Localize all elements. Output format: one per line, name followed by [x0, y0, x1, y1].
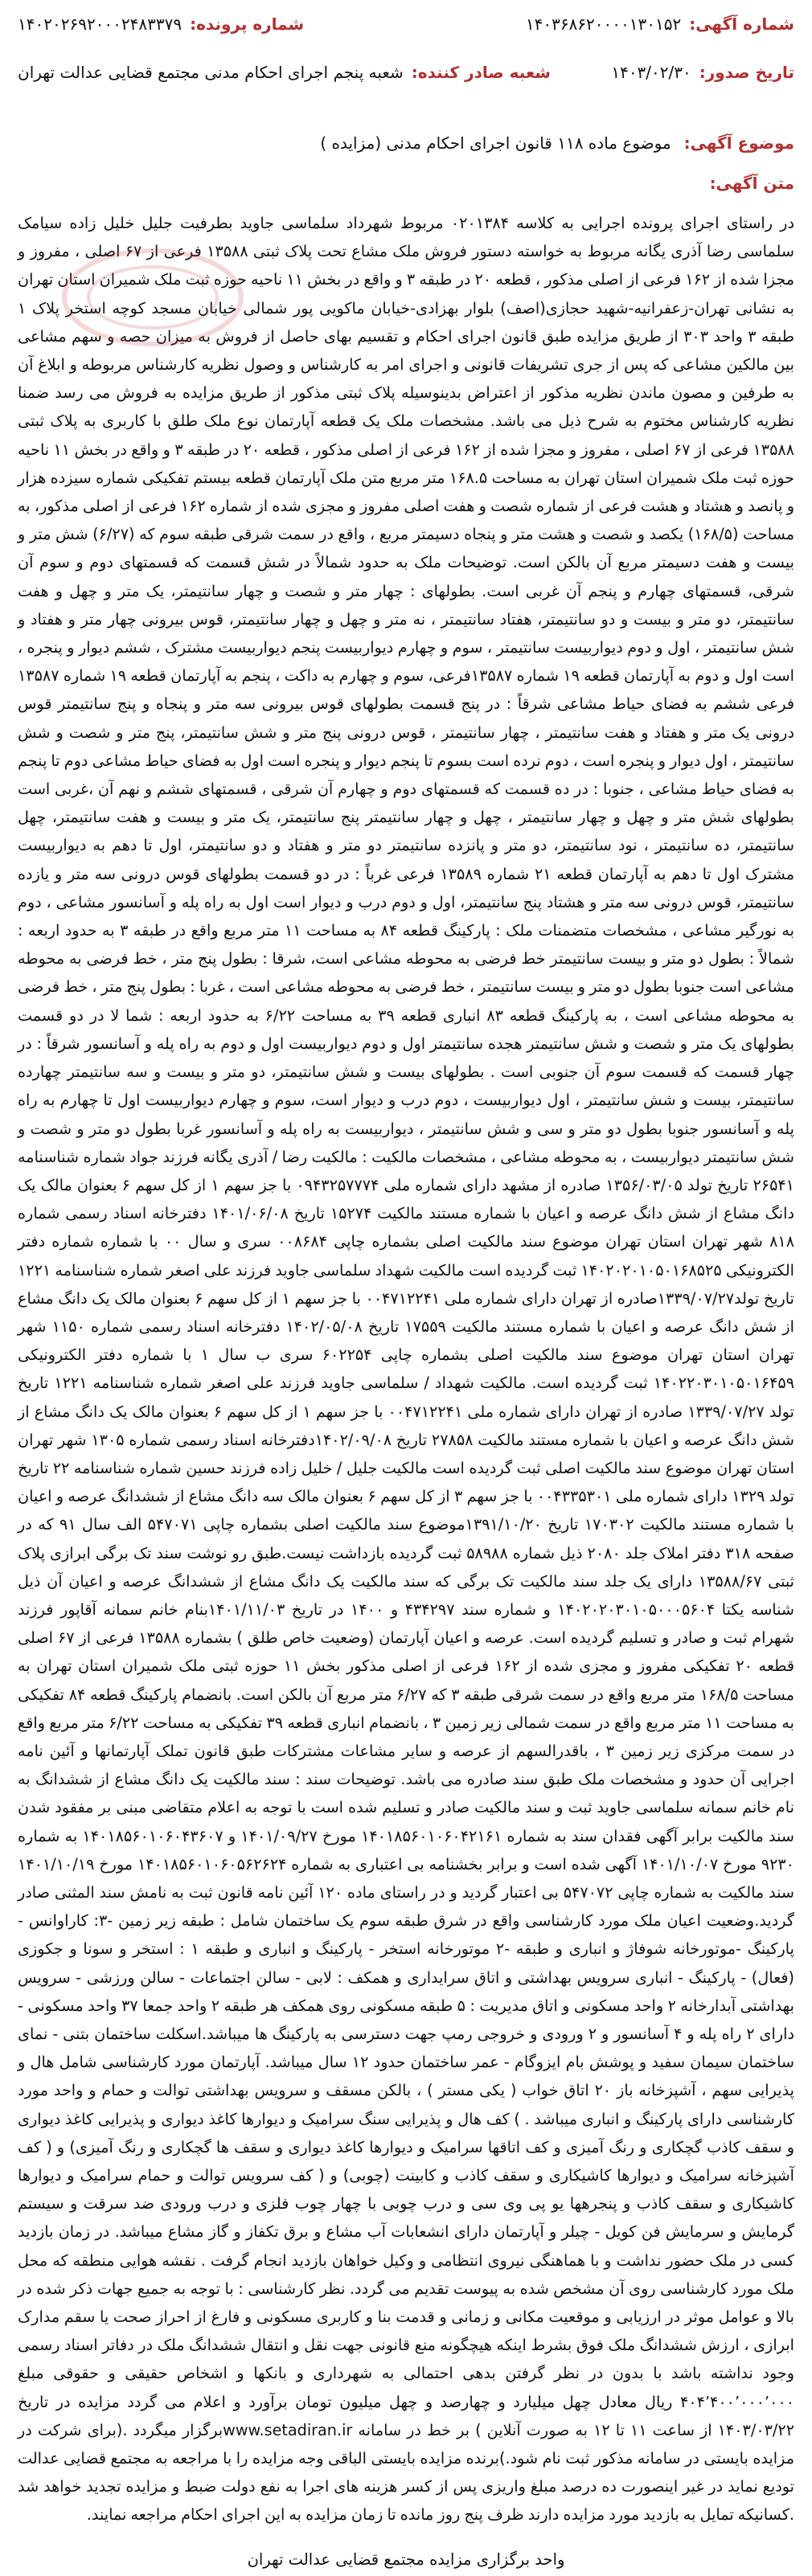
notice-body: در راستای اجرای پرونده اجرایی به کلاسه ۰۲۰۱۳۸۴ مربوط شهرداد سلماسی جاوید بطرفیت جلیل خلیل زاده سیامک سلماسی رضا آذری یگانه مربوط به خواسته دستور فروش ملک مشاع تحت پلاک ثبتی ۱۳۵۸۸ فرعی از ۶۷ اصلی ، مفروز و مجزا شده از ۱۶۲ فرعی از اصلی مذکور ، قطعه ۲۰ در طبقه ۳ و واقع در بخش ۱۱ ناحیه حوزه ثبت ملک شمیران استان تهران به نشانی تهران-زعفرانیه-شهید حجازی(اصف) بلوار بهزادی-خیابان ماکویی پور شمالی خیابان مسجد کوچه استخر پلاک ۱ طبقه ۳ واحد ۳۰۳ از طریق مزایده طبق قانون اجرای احکام و تقسیم بهای حاصل از فروش به میزان حصه و سهم مشاعی بین مالکین مشاعی که پس از جری تشریفات قانونی و اجرای امر به کارشناس و وصول نظریه کارشناس مربوطه و ابلاغ آن به طرفین و مصون ماندن نظریه مذکور از اعتراض بدینوسیله پلاک ثبتی مذکور از طریق مزایده به فروش می رسد ضمنا نظریه کارشناس مختوم به شرح ذیل می باشد. مشخصات ملک یک قطعه آپارتمان نوع ملک طلق با کاربری به پلاک ثبتی ۱۳۵۸۸ فرعی از ۶۷ اصلی ، مفروز و مجزا شده از ۱۶۲ فرعی از اصلی مذکور ، قطعه ۲۰ در طبقه ۳ و واقع در بخش ۱۱ ناحیه حوزه ثبت ملک شمیران استان تهران به مساحت ۱۶۸.۵ متر مربع متن ملک آپارتمان قطعه بیستم تفکیکی شماره سیزده هزار و پانصد و هشتاد و هشت فرعی از شماره شصت و هفت اصلی مفروز و مجزی شده از شماره ۱۶۲ فرعی از اصلی مذکور، به مساحت (۱۶۸/۵) یکصد و شصت و هشت متر و پنجاه دسیمتر مربع ، واقع در سمت شرقی طبقه سوم که (۶/۲۷) شش متر و بیست و هفت دسیمتر مربع آن بالکن است. توضیحات ملک به حدود شمالاً در شش قسمت که قسمتهای دوم و سوم آن شرقی، قسمتهای چهارم و پنجم آن غربی است. بطولهای : چهار متر و شصت و چهار سانتیمتر، یک متر و چهل و هفت سانتیمتر، دو متر و بیست و دو سانتیمتر، هفتاد سانتیمتر ، نه متر و چهل و چهار سانتیمتر، قوس بیرونی چهار متر و هفتاد و شش سانتیمتر ، اول و دوم دیواربیست سانتیمتر ، سوم و چهارم دیواربیست پنجم دیواربیست مشترک ، ششم دیوار و پنجره ، است اول و دوم به آپارتمان قطعه ۱۹ شماره ۱۳۵۸۷فرعی، سوم و چهارم به داکت ، پنجم به آپارتمان قطعه ۱۹ شماره ۱۳۵۸۷ فرعی ششم به فضای حیاط مشاعی شرقاً : در پنج قسمت بطولهای قوس بیرونی سه متر و پنجاه و پنج سانتیمتر قوس درونی یک متر و هفتاد و هفت سانتیمتر ، چهار سانتیمتر ، قوس درونی پنج متر و شش سانتیمتر، پنج متر و شصت و شش سانتیمتر ، اول دیوار و پنجره است ، دوم نرده است بسوم تا پنجم دیوار و پنجره است اول به فضای حیاط مشاعی دوم تا پنجم به فضای حیاط مشاعی ، جنوبا : در ده قسمت که قسمتهای دوم و چهارم آن شرقی ، قسمتهای ششم و نهم آن ،غربی است بطولهای شش متر و چهل و چهار سانتیمتر ، چهل و چهار سانتیمتر پنج سانتیمتر، یک متر و بیست و هفت سانتیمتر، چهل سانتیمتر، ده سانتیمتر ، نود سانتیمتر، دو متر و پانزده سانتیمتر دو متر و هفتاد و دو سانتیمتر، اول تا دهم به دیواربیست مشترک اول تا دهم به آپارتمان قطعه ۲۱ شماره ۱۳۵۸۹ فرعی غرباً : در دو قسمت بطولهای قوس درونی سه متر و یازده سانتیمتر، قوس درونی سه متر و هشتاد پنج سانتیمتر، اول و دوم درب و دیوار است اول به راه پله و آسانسور مشاعی ، دوم به نورگیر مشاعی ، مشخصات متضمنات ملک : پارکینگ قطعه ۸۴ به مساحت ۱۱ متر مربع واقع در طبقه ۳ به حدود اربعه : شمالاً : بطول دو متر و بیست سانتیمتر خط فرضی به محوطه مشاعی است، شرقا : بطول پنج متر ، خط فرضی به محوطه مشاعی است جنوبا بطول دو متر و بیست سانتیمتر ، خط فرضی به محوطه مشاعی است ، غربا : بطول پنج متر ، خط فرضی به محوطه مشاعی است ، به پارکینگ قطعه ۸۳ انباری قطعه ۳۹ به مساحت ۶/۲۲ به حدود اربعه : شما لا در دو قسمت بطولهای یک متر و شصت و شش سانتیمتر هجده سانتیمتر اول و دوم دیواربیست اول و دوم به راه پله و آسانسور شرقاً : در چهار قسمت که قسمت سوم آن جنوبی است . بطولهای بیست و شش سانتیمتر، دو متر و بیست و سه سانتیمتر چهارده سانتیمتر، بیست و شش سانتیمتر ، اول دیواربیست ، دوم درب و دیوار است، سوم و چهارم دیواربیست اول تا چهارم به راه پله و آسانسور جنوبا بطول دو متر و سی و شش سانتیمتر ، دیواربیست به راه پله و آسانسور غربا بطول دو متر و شصت و شش سانتیمتر دیواربیست ، به محوطه مشاعی ، مشخصات مالکیت : مالکیت رضا / آذری یگانه فرزند جواد شماره شناسنامه ۲۶۵۴۱ تاریخ تولد ۱۳۵۶/۰۳/۰۵ صادره از مشهد دارای شماره ملی ۰۹۴۳۲۵۷۷۷۴ با جز سهم ۱ از کل سهم ۶ بعنوان مالک یک دانگ مشاع از شش دانگ عرصه و اعیان با شماره مستند مالکیت ۱۵۲۷۴ تاریخ ۱۴۰۱/۰۶/۰۸ دفترخانه اسناد رسمی شماره ۸۱۸ شهر تهران استان تهران موضوع سند مالکیت اصلی بشماره چاپی ۰۰۸۶۸۴ سری و سال ۰۰ با شماره شماره دفتر الکترونیکی ۱۴۰۲۰۲۰۱۰۵۰۱۶۸۵۲۵ ثبت گردیده است مالکیت شهداد سلماسی جاوید فرزند علی اصغر شماره شناسنامه ۱۲۲۱ تاریخ تولد۱۳۳۹/۰۷/۲۷صادره از تهران دارای شماره ملی ۰۰۴۷۱۲۲۴۱ با جز سهم ۱ از کل سهم ۶ بعنوان مالک یک دانگ مشاع از شش دانگ عرصه و اعیان با شماره مستند مالکیت ۱۷۵۵۹ تاریخ ۱۴۰۲/۰۵/۰۸ دفترخانه اسناد رسمی شماره ۱۱۵۰ شهر تهران استان تهران موضوع سند مالکیت اصلی بشماره چاپی ۶۰۲۲۵۴ سری ب سال ۱ با شماره دفتر الکترونیکی ۱۴۰۲۲۰۳۰۱۰۵۰۱۶۴۵۹ ثبت گردیده است. مالکیت شهداد / سلماسی جاوید فرزند علی اصغر شماره شناسنامه ۱۲۲۱ تاریخ تولد ۱۳۳۹/۰۷/۲۷ صادره از تهران دارای شماره ملی ۰۰۴۷۱۲۲۴۱ با جز سهم ۱ از کل سهم ۶ بعنوان مالک یک دانگ مشاع از شش دانگ عرصه و اعیان با شماره مستند مالکیت ۲۷۸۵۸ تاریخ ۱۴۰۲/۰۹/۰۸دفترخانه اسناد رسمی شماره ۱۳۰۵ شهر تهران استان تهران موضوع سند مالکیت اصلی ثبت گردیده است مالکیت جلیل / خلیل زاده فرزند حسین شماره شناسنامه ۲۲ تاریخ تولد ۱۳۲۹ دارای شماره ملی ۰۰۴۳۳۵۳۰۱ با جز سهم ۳ از کل سهم ۶ بعنوان مالک سه دانگ مشاع از ششدانگ عرصه و اعیان با شماره مستند مالکیت ۱۷۰۳۰۲ تاریخ ۱۳۹۱/۱۰/۲۰موضوع سند مالکیت اصلی بشماره چاپی ۵۴۷۰۷۱ الف سال ۹۱ که در صفحه ۳۱۸ دفتر املاک جلد ۲۰۸۰ ذیل شماره ۵۸۹۸۸ ثبت گردیده بازداشت نیست.طبق رو نوشت سند تک برگی ابرازی پلاک ثبتی ۱۳۵۸۸/۶۷ دارای یک جلد سند مالکیت تک برگی که سند مالکیت یک دانگ مشاع از ششدانگ عرصه و اعیان آن ذیل شناسه یکتا ۱۴۰۲۰۲۰۳۰۱۰۵۰۰۰۵۶۰۴ و شماره سند ۴۳۴۲۹۷ و ۱۴۰۰ در تاریخ ۱۴۰۱/۱۱/۰۳بنام خانم سمانه آقاپور فرزند شهرام ثبت و صادر و تسلیم گردیده است. عرصه و اعیان آپارتمان (وضعیت خاص طلق ) بشماره ۱۳۵۸۸ فرعی از ۶۷ اصلی قطعه ۲۰ تفکیکی مفروز و مجزی شده از ۱۶۲ فرعی از اصلی مذکور بخش ۱۱ حوزه ثبتی ملک شمیران استان تهران به مساحت ۱۶۸/۵ متر مربع واقع در سمت شرقی طبقه ۳ که ۶/۲۷ متر مربع آن بالکن است. بانضمام پارکینگ قطعه ۸۴ تفکیکی به مساحت ۱۱ متر مربع واقع در سمت شمالی زیر زمین ۳ ، بانضمام انباری قطعه ۳۹ تفکیکی به مساحت ۶/۲۲ متر مربع واقع در سمت مرکزی زیر زمین ۳ ، باقدرالسهم از عرصه و سایر مشاعات مشترکات طبق قانون تملک آپارتمانها و آئین نامه اجرایی آن حدود و مشخصات ملک طبق سند صادره می باشد. توضیحات سند : سند مالکیت یک دانگ مشاع از ششدانگ به نام خانم سمانه سلماسی جاوید ثبت و سند مالکیت صادر و تسلیم شده است با توجه به اعلام متقاضی مبنی بر مفقود شدن سند مالکیت برابر آگهی فقدان سند به شماره ۱۴۰۱۸۵۶۰۱۰۶۰۴۲۱۶۱ مورخ ۱۴۰۱/۰۹/۲۷ و ۱۴۰۱۸۵۶۰۱۰۶۰۴۳۶۰۷ به شماره ۹۲۳۰ مورخ ۱۴۰۱/۱۰/۰۷ آگهی شده است و برابر بخشنامه بی اعتباری به شماره ۱۴۰۱۸۵۶۰۱۰۶۰۵۶۲۶۲۴ مورخ ۱۴۰۱/۱۰/۱۹ سند مالکیت به شماره چاپی ۵۴۷۰۷۲ بی اعتبار گردید و در راستای ماده ۱۲۰ آئین نامه قانون ثبت به نامش سند المثنی صادر گردید.وضعیت اعیان ملک مورد کارشناسی واقع در شرق طبقه سوم یک ساختمان شامل : طبقه زیر زمین -۳: کاراوانس - پارکینگ -موتورخانه شوفاژ و انباری و طبقه -۲ موتورخانه استخر - پارکینگ و انباری و طبقه ۱ : استخر و سونا و جکوزی (فعال) - پارکینگ - انباری سرویس بهداشتی و اتاق سرایداری و همکف : لابی - سالن اجتماعات - سالن ورزشی - سرویس بهداشتی آبدارخانه ۲ واحد مسکونی و اتاق مدیریت : ۵ طبقه مسکونی روی همکف هر طبقه ۲ واحد جمعا ۳۷ واحد مسکونی - دارای ۲ راه پله و ۴ آسانسور و ۲ ورودی و خروجی رمپ جهت دسترسی به پارکینگ ها میباشد.اسکلت ساختمان بتنی - نمای ساختمان سیمان سفید و پوشش بام ایزوگام - عمر ساختمان حدود ۱۲ سال میباشد. آپارتمان مورد کارشناسی شامل هال و پذیرایی سهم ، آشپزخانه باز ۲۰ اتاق خواب ( یکی مستر ) ، بالکن مسقف و سرویس بهداشتی توالت و حمام و واحد مورد کارشناسی دارای پارکینگ و انباری میباشد . ) کف هال و پذیرایی سنگ سرامیک و دیوارها کاغذ دیواری و پذیرایی کاغذ دیواری و سقف کاذب گچکاری و رنگ آمیزی و کف اتاقها سرامیک و دیوارها کاغذ دیواری و سقف ها گچکاری و رنگ آمیزی) و ( کف آشپزخانه سرامیک و دیوارها کاشیکاری و سقف کاذب و کابینت (چوبی) و ( کف سرویس توالت و حمام سرامیک و دیوارها کاشیکاری و سقف کاذب و پنجرهها یو پی وی سی و درب چوبی با چهار چوب فلزی و درب ورودی ضد سرقت و سیستم گرمایش و سرمایش فن کویل - چیلر و آپارتمان دارای انشعابات آب مشاع و برق تکفاز و گاز مشاع میباشد. در زمان بازدید کسی در ملک حضور نداشت و با هماهنگی نیروی انتظامی و وکیل خواهان بازدید انجام گرفت . نقشه هوایی منطقه که محل ملک مورد کارشناسی روی آن مشخص شده به پیوست تقدیم می گردد. نظر کارشناسی : با توجه به جمیع جهات ذکر شده در بالا و عوامل موثر در ارزیابی و موقعیت مکانی و زمانی و قدمت بنا و کاربری مسکونی و فارغ از احراز صحت یا سقم مدارک ابرازی ، ارزش ششدانگ ملک فوق بشرط اینکه هیچگونه منع قانونی جهت نقل و انتقال ششدانگ ملک در دفاتر اسناد رسمی وجود نداشته باشد با بدون در نظر گرفتن بدهی احتمالی به شهرداری و بانکها و اشخاص حقیقی و حقوقی مبلغ ۴۰۴٬۴۰۰٬۰۰۰٬۰۰۰ ریال معادل چهل میلیارد و چهارصد و چهل میلیون تومان برآورد و اعلام می گردد مزایده در تاریخ ۱۴۰۳/۰۳/۲۲ از ساعت ۱۱ تا ۱۲ به صورت آنلاین ) بر خط در سامانه www.setadiran.irبرگزار میگردد .(برای شرکت در مزایده بایستی در سامانه مذکور ثبت نام شود.)برنده مزایده بایستی الباقی وجه مزایده را با مراجعه به مجتمع قضایی عدالت تودیع نماید در غیر اینصورت ده درصد مبلغ واریزی پس از کسر هزینه های اجرا به نفع دولت ضبط و مزایده تجدید خواهد شد .کسانیکه تمایل به بازدید مورد مزایده دارند ظرف پنج روز مانده تا زمان مزایده به این اجرای احکام مراجعه نمایند. [18, 214, 795, 2525]
issuer-label: شعبه صادر کننده: [411, 63, 551, 82]
notice-meta [18, 127, 794, 159]
subject-value: موضوع ماده ۱۱۸ قانون اجرای احکام مدنی (مزایده ) [320, 133, 671, 153]
issuer-value: شعبه پنجم اجرای احکام مدنی مجتمع قضایی عدالت تهران [18, 63, 404, 82]
header-row-1 [18, 14, 794, 63]
file-number [18, 14, 304, 34]
subject-row [18, 127, 794, 159]
notice-header [18, 14, 794, 111]
header-row-2 [18, 63, 794, 111]
file-number-label: شماره پرونده: [190, 14, 305, 34]
issue-date-label: تاریخ صدور: [699, 63, 794, 82]
ad-number-value: ۱۴۰۳۶۸۶۲۰۰۰۰۱۳۰۱۵۲ [525, 14, 682, 34]
closing-signature: واحد برگزاری مزایده مجتمع قضایی عدالت تهران [247, 2549, 565, 2569]
body-label: متن آگهی: [709, 174, 794, 193]
ad-number [526, 14, 794, 34]
issuer [18, 63, 551, 82]
file-number-value: ۱۴۰۲۰۲۶۹۲۰۰۰۲۴۸۳۳۷۹ [18, 14, 182, 34]
issue-date-value: ۱۴۰۳/۰۲/۳۰ [611, 63, 691, 82]
ad-number-label: شماره آگهی: [689, 14, 794, 34]
subject-label: موضوع آگهی: [683, 133, 794, 153]
issue-date [611, 63, 794, 82]
